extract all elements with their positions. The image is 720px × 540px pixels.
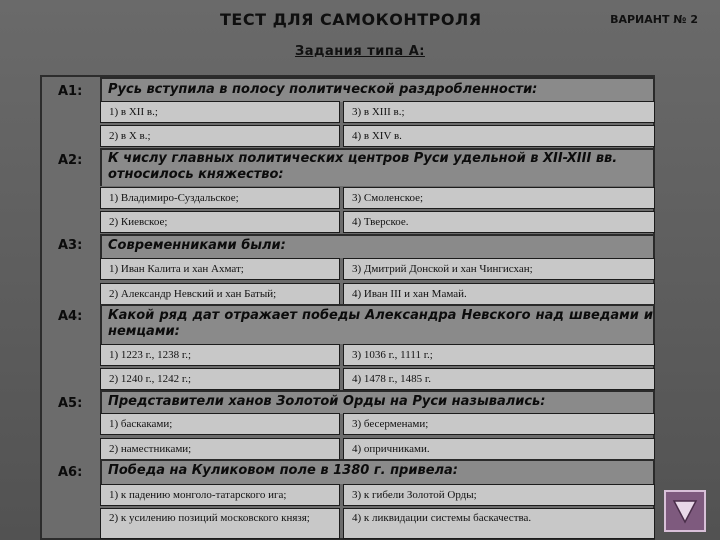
answer-option[interactable]: 3) в XIII в.; — [343, 101, 655, 123]
answer-option[interactable]: 3) Смоленское; — [343, 187, 655, 209]
answer-option[interactable]: 1) Иван Калита и хан Ахмат; — [100, 258, 340, 280]
answer-option[interactable]: 2) в X в.; — [100, 125, 340, 147]
answer-option[interactable]: 2) к усилению позиций московского князя; — [100, 508, 340, 539]
answer-option[interactable]: 3) бесерменами; — [343, 413, 655, 435]
question-text: К числу главных политических центров Руси удельной в XII-XIII вв. относилось княжество: — [108, 151, 618, 182]
answer-option[interactable]: 1) в XII в.; — [100, 101, 340, 123]
question-label: А1: — [58, 84, 83, 99]
answer-option[interactable]: 2) 1240 г., 1242 г.; — [100, 368, 340, 390]
down-triangle-icon — [672, 498, 698, 524]
answer-option[interactable]: 1) баскаками; — [100, 413, 340, 435]
answer-option[interactable]: 4) 1478 г., 1485 г. — [343, 368, 655, 390]
section-subtitle: Задания типа А: — [295, 44, 425, 59]
question-label: А4: — [58, 309, 83, 324]
next-slide-button[interactable] — [664, 490, 706, 532]
question-text: Представители ханов Золотой Орды на Руси назывались: — [108, 394, 546, 409]
answer-option[interactable]: 4) Иван III и хан Мамай. — [343, 283, 655, 305]
question-label: А3: — [58, 238, 83, 253]
answer-option[interactable]: 4) к ликвидации системы баскачества. — [343, 508, 655, 539]
question-text: Русь вступила в полосу политической раздробленности: — [108, 82, 538, 97]
answer-option[interactable]: 3) к гибели Золотой Орды; — [343, 484, 655, 506]
answer-option[interactable]: 2) Киевское; — [100, 211, 340, 233]
page-title: ТЕСТ ДЛЯ САМОКОНТРОЛЯ — [220, 10, 482, 29]
variant-label: ВАРИАНТ № 2 — [610, 13, 698, 26]
answer-option[interactable]: 1) к падению монголо-татарского ига; — [100, 484, 340, 506]
question-label: А2: — [58, 153, 83, 168]
question-text: Победа на Куликовом поле в 1380 г. привела: — [108, 463, 459, 478]
answer-option[interactable]: 4) в XIV в. — [343, 125, 655, 147]
question-label: А6: — [58, 465, 83, 480]
question-text: Современниками были: — [108, 238, 286, 253]
question-text: Какой ряд дат отражает победы Александра Невского над шведами и немцами: — [108, 308, 653, 339]
answer-option[interactable]: 3) 1036 г., 1111 г.; — [343, 344, 655, 366]
answer-option[interactable]: 1) 1223 г., 1238 г.; — [100, 344, 340, 366]
answer-option[interactable]: 3) Дмитрий Донской и хан Чингисхан; — [343, 258, 655, 280]
answer-option[interactable]: 1) Владимиро-Суздальское; — [100, 187, 340, 209]
question-label: А5: — [58, 396, 83, 411]
answer-option[interactable]: 2) Александр Невский и хан Батый; — [100, 283, 340, 305]
answer-option[interactable]: 2) наместниками; — [100, 438, 340, 460]
answer-option[interactable]: 4) Тверское. — [343, 211, 655, 233]
answer-option[interactable]: 4) опричниками. — [343, 438, 655, 460]
